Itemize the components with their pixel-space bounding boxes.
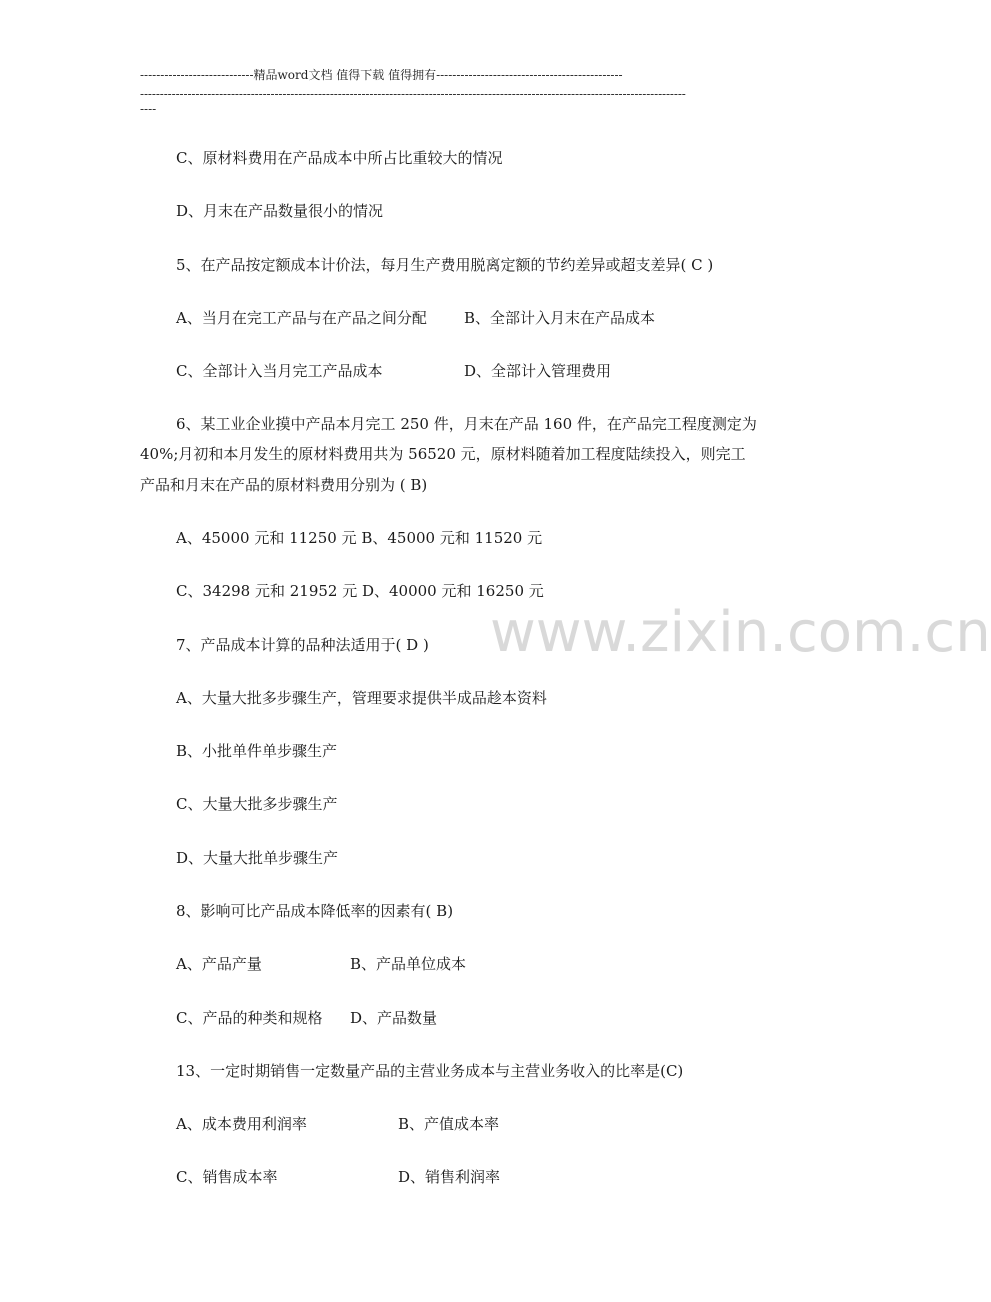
option-line: C、34298 元和 21952 元 D、40000 元和 16250 元 (176, 582, 544, 600)
option-line: A、大量大批多步骤生产，管理要求提供半成品趁本资料 (176, 689, 547, 707)
watermark: www.zixin.com.cn (490, 600, 991, 665)
option-line: D、月末在产品数量很小的情况 (176, 202, 384, 220)
option-line: D、大量大批单步骤生产 (176, 849, 339, 867)
question-line: 13、一定时期销售一定数量产品的主营业务成本与主营业务收入的比率是(C) (176, 1062, 684, 1080)
option-line: A、产品产量 B、产品单位成本 (176, 955, 467, 973)
question-line: 6、某工业企业摸中产品本月完工 250 件，月末在产品 160 件，在产品完工程度测定为 (176, 415, 757, 433)
question-line: 5、在产品按定额成本计价法，每月生产费用脱离定额的节约差异或超支差异( C ) (176, 256, 714, 274)
header-divider-title: ----------------------------精品word文档 值得下载 值得拥有---------------------------------------------- (140, 68, 623, 82)
option-line: C、产品的种类和规格 D、产品数量 (176, 1009, 438, 1027)
option-line: C、原材料费用在产品成本中所占比重较大的情况 (176, 149, 503, 167)
question-line: 7、产品成本计算的品种法适用于( D ) (176, 636, 429, 654)
header-divider: ------------------------------------------------------------------------------------------------------------------------------------------ (140, 87, 686, 101)
header-divider-tail: ---- (140, 102, 157, 116)
option-d: D、产品数量 (350, 1009, 438, 1027)
option-line: C、销售成本率 D、销售利润率 (176, 1168, 501, 1186)
option-line: C、大量大批多步骤生产 (176, 795, 338, 813)
question-line: 40%;月初和本月发生的原材料费用共为 56520 元，原材料随着加工程度陆续投入，则完工 (140, 445, 746, 463)
option-line: B、小批单件单步骤生产 (176, 742, 338, 760)
option-d: D、销售利润率 (398, 1168, 501, 1186)
question-line: 产品和月末在产品的原材料费用分别为 ( B) (140, 476, 428, 494)
question-line: 8、影响可比产品成本降低率的因素有( B) (176, 902, 454, 920)
option-line: A、当月在完工产品与在产品之间分配 B、全部计入月末在产品成本 (176, 309, 656, 327)
option-line: A、成本费用利润率 B、产值成本率 (176, 1115, 500, 1133)
option-d: D、全部计入管理费用 (464, 362, 612, 380)
option-b: B、产值成本率 (398, 1115, 500, 1133)
option-line: A、45000 元和 11250 元 B、45000 元和 11520 元 (176, 529, 543, 547)
option-b: B、产品单位成本 (350, 955, 467, 973)
option-b: B、全部计入月末在产品成本 (464, 309, 656, 327)
option-line: C、全部计入当月完工产品成本 D、全部计入管理费用 (176, 362, 612, 380)
